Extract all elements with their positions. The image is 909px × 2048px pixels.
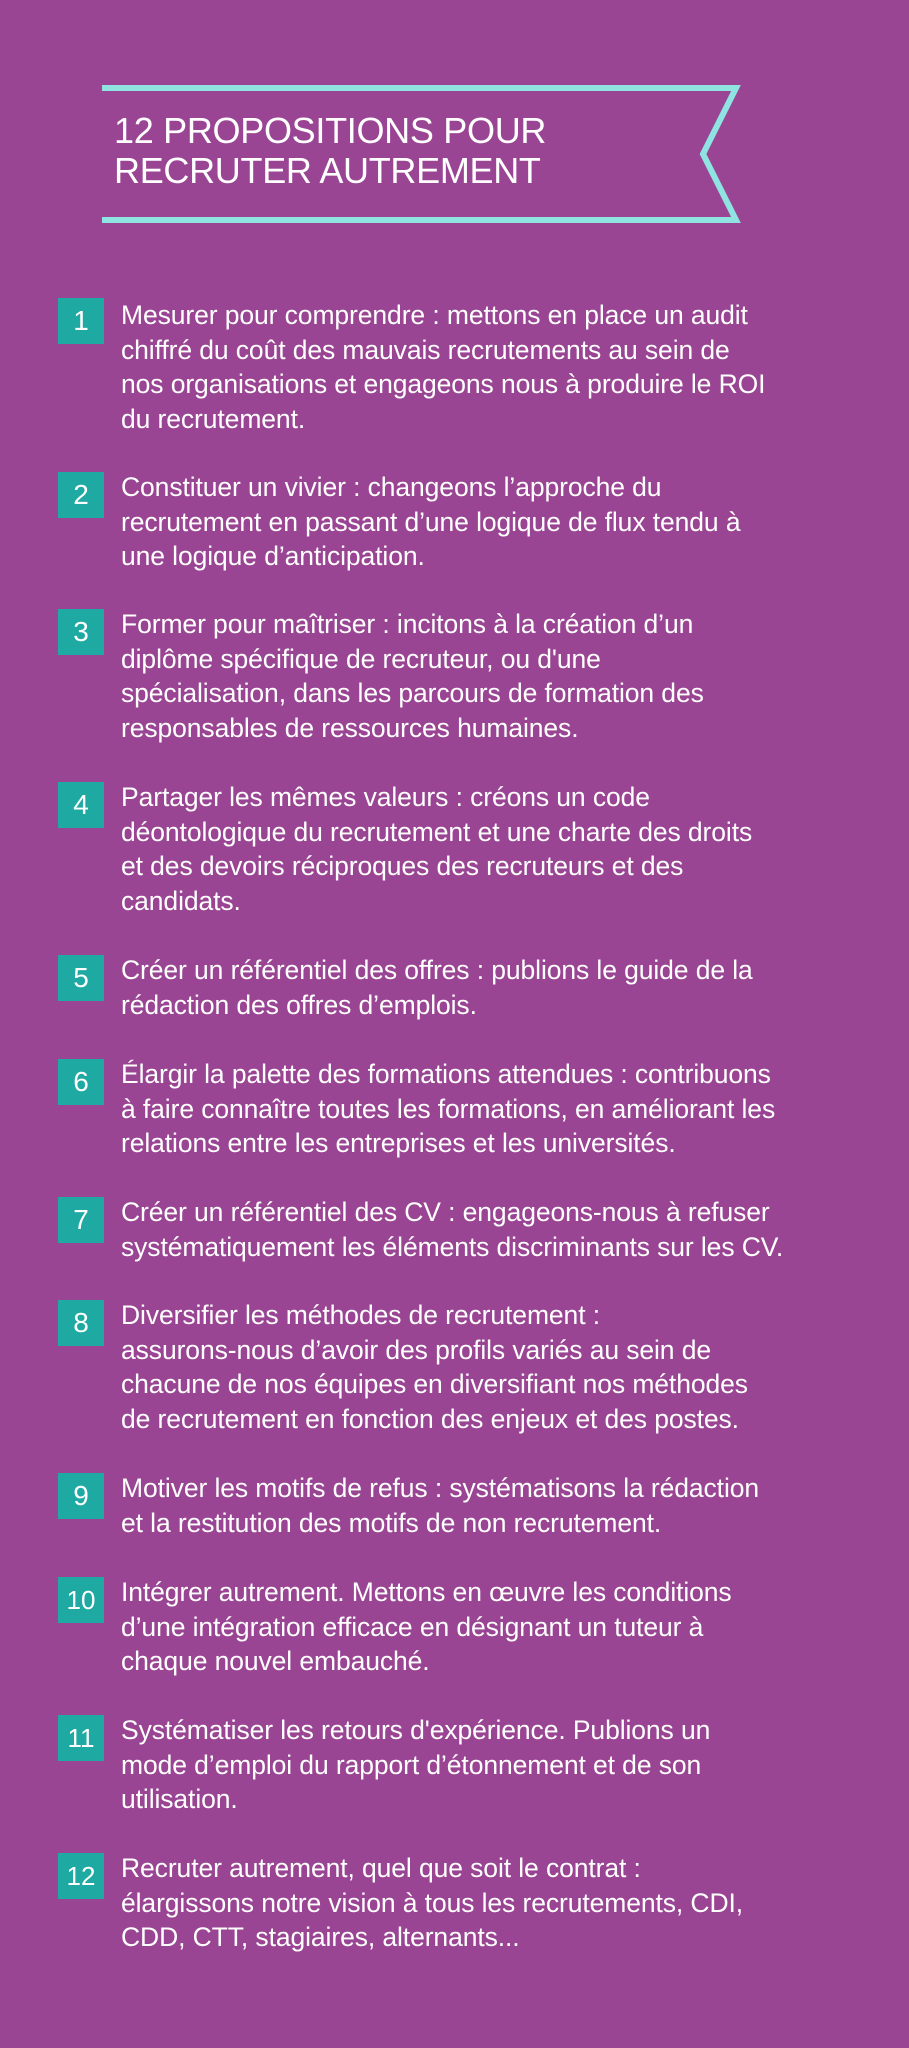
- item-number-badge: 3: [58, 609, 104, 655]
- item-text: Élargir la palette des formations attendues : contribuons à faire connaître toutes les formations, en améliorant les relations entre les entreprises et les universités.: [121, 1059, 776, 1158]
- item-number-badge: 6: [58, 1059, 104, 1105]
- item-text: Recruter autrement, quel que soit le contrat : élargissons notre vision à tous les recrutements, CDI, CDD, CTT, stagiaires, alternants...: [121, 1853, 744, 1952]
- item-number-badge: 10: [58, 1577, 104, 1623]
- item-number-badge: 8: [58, 1300, 104, 1346]
- item-number-badge: 12: [58, 1853, 104, 1899]
- title-banner: [102, 85, 742, 223]
- item-number-badge: 4: [58, 782, 104, 828]
- item-text: Créer un référentiel des offres : publions le guide de la rédaction des offres d’emplois.: [121, 955, 753, 1020]
- item-text: Intégrer autrement. Mettons en œuvre les conditions d’une intégration efficace en désignant un tuteur à chaque nouvel embauché.: [121, 1577, 732, 1676]
- item-number-badge: 5: [58, 955, 104, 1001]
- item-number-badge: 7: [58, 1197, 104, 1243]
- item-text: Systématiser les retours d'expérience. Publions un mode d’emploi du rapport d’étonnement et de son utilisation.: [121, 1715, 711, 1814]
- item-number-badge: 11: [58, 1715, 104, 1761]
- item-text: Constituer un vivier : changeons l’approche du recrutement en passant d’une logique de flux tendu à une logique d’anticipation.: [121, 472, 741, 571]
- item-text: Former pour maîtriser : incitons à la création d’un diplôme spécifique de recruteur, ou d'une spécialisation, dans les parcours de formation des responsables de ressources humaines.: [121, 609, 704, 743]
- item-text: Motiver les motifs de refus : systématisons la rédaction et la restitution des motifs de non recrutement.: [121, 1473, 760, 1538]
- page-title: 12 PROPOSITIONS POUR RECRUTER AUTREMENT: [114, 110, 547, 191]
- item-text: Mesurer pour comprendre : mettons en place un audit chiffré du coût des mauvais recrutements au sein de nos organisations et engageons nous à produire le ROI du recrutement.: [121, 300, 766, 434]
- item-number-badge: 2: [58, 472, 104, 518]
- item-text: Partager les mêmes valeurs : créons un code déontologique du recrutement et une charte des droits et des devoirs réciproques des recruteurs et des candidats.: [121, 782, 753, 916]
- item-text: Créer un référentiel des CV : engageons-nous à refuser systématiquement les éléments discriminants sur les CV.: [121, 1197, 784, 1262]
- item-number-badge: 1: [58, 298, 104, 344]
- item-text: Diversifier les méthodes de recrutement : assurons-nous d’avoir des profils variés au sein de chacune de nos équipes en diversifiant nos méthodes de recrutement en fonction des enjeux et des postes.: [121, 1300, 748, 1434]
- item-number-badge: 9: [58, 1473, 104, 1519]
